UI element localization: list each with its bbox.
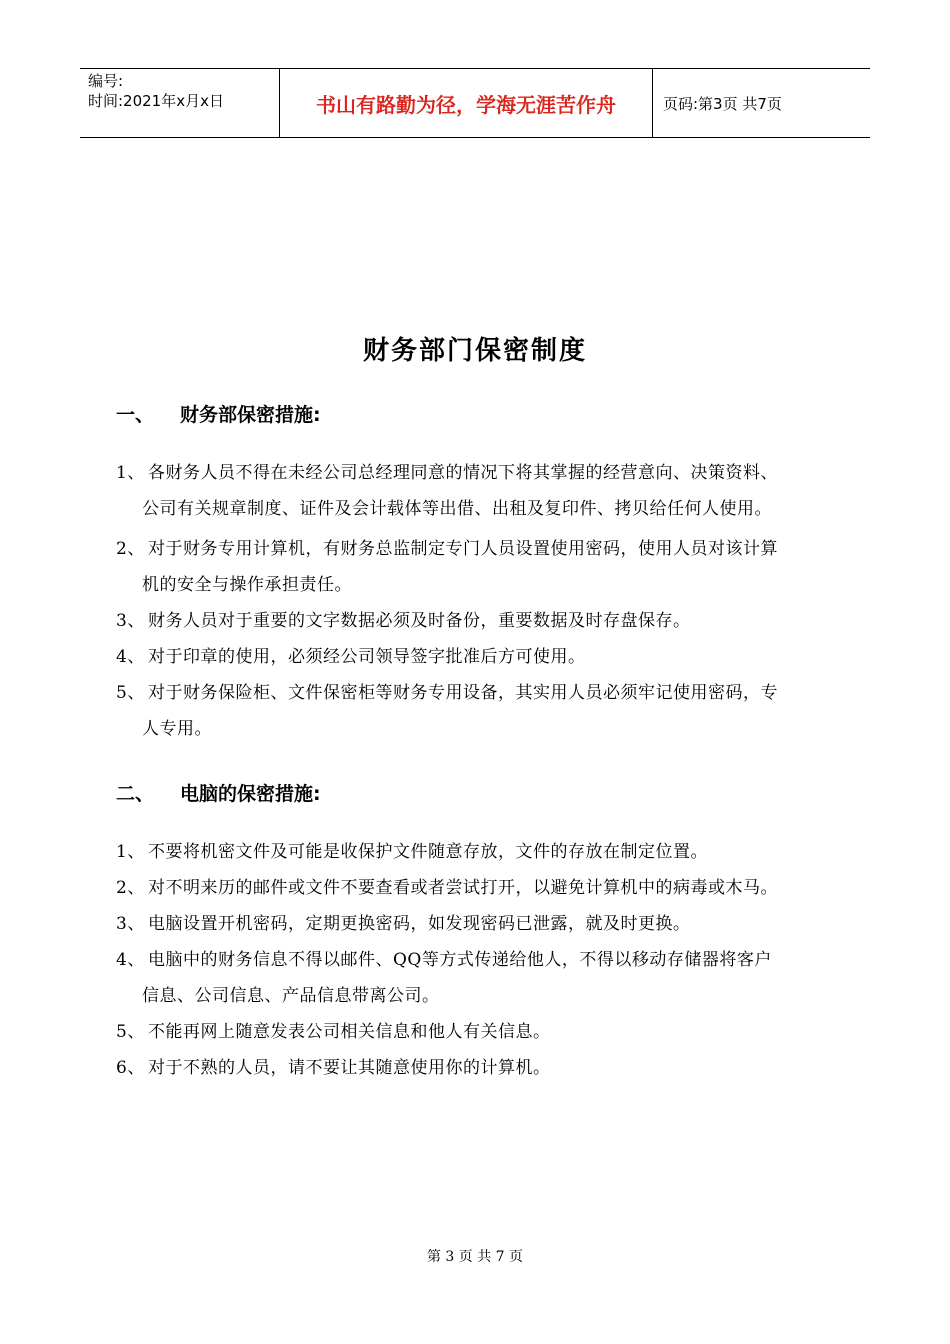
- item-number: 4、: [116, 950, 145, 970]
- item-text: 对不明来历的邮件或文件不要查看或者尝试打开，以避免计算机中的病毒或木马。: [148, 878, 778, 898]
- item-text-continued: 人专用。: [142, 719, 212, 739]
- list-item: [116, 942, 846, 1014]
- item-text: 财务人员对于重要的文字数据必须及时备份，重要数据及时存盘保存。: [148, 611, 691, 631]
- header-motto-cell: [280, 69, 653, 137]
- list-item: [116, 675, 846, 747]
- item-number: 6、: [116, 1058, 145, 1078]
- item-number: 5、: [116, 683, 145, 703]
- list-item: [116, 906, 846, 942]
- header-meta-cell: [80, 69, 280, 137]
- list-item: [116, 870, 846, 906]
- list-item: [116, 1014, 846, 1050]
- item-number: 1、: [116, 842, 145, 862]
- document-title: 财务部门保密制度: [362, 336, 587, 366]
- list-item: [116, 603, 846, 639]
- list-item: [116, 531, 846, 603]
- item-text: 各财务人员不得在未经公司总经理同意的情况下将其掌握的经营意向、决策资料、: [148, 463, 778, 483]
- item-text: 对于不熟的人员，请不要让其随意使用你的计算机。: [148, 1058, 551, 1078]
- motto-text: 书山有路勤为径，学海无涯苦作舟: [316, 92, 616, 117]
- item-text: 不要将机密文件及可能是收保护文件随意存放，文件的存放在制定位置。: [148, 842, 708, 862]
- item-number: 2、: [116, 878, 145, 898]
- item-text-continued: 信息、公司信息、产品信息带离公司。: [142, 986, 440, 1006]
- section-title: 财务部保密措施:: [180, 404, 321, 426]
- list-item: [116, 639, 846, 675]
- section-number: 一、: [116, 404, 155, 426]
- header-page-cell: [653, 69, 870, 137]
- item-number: 4、: [116, 647, 145, 667]
- item-text: 电脑中的财务信息不得以邮件、QQ等方式传递给他人，不得以移动存储器将客户: [148, 950, 772, 970]
- item-text: 对于财务保险柜、文件保密柜等财务专用设备，其实用人员必须牢记使用密码，专: [148, 683, 778, 703]
- time-label: 时间:2021年x月x日: [88, 92, 224, 110]
- page-footer: 第 3 页 共 7 页: [426, 1249, 524, 1265]
- list-item: [116, 455, 846, 527]
- item-text-continued: 机的安全与操作承担责任。: [142, 575, 352, 595]
- item-number: 3、: [116, 611, 145, 631]
- item-number: 5、: [116, 1022, 145, 1042]
- item-number: 1、: [116, 463, 145, 483]
- page-header: [80, 68, 870, 138]
- section-number: 二、: [116, 783, 155, 805]
- list-item: [116, 834, 846, 870]
- section-heading-2: [116, 779, 321, 806]
- section-heading-1: [116, 400, 321, 427]
- item-text: 对于财务专用计算机，有财务总监制定专门人员设置使用密码，使用人员对该计算: [148, 539, 778, 559]
- item-text-continued: 公司有关规章制度、证件及会计载体等出借、出租及复印件、拷贝给任何人使用。: [142, 499, 772, 519]
- item-number: 2、: [116, 539, 145, 559]
- item-text: 对于印章的使用，必须经公司领导签字批准后方可使用。: [148, 647, 586, 667]
- page-code: 页码:第3页 共7页: [663, 94, 782, 113]
- item-number: 3、: [116, 914, 145, 934]
- section-title: 电脑的保密措施:: [180, 783, 321, 805]
- item-text: 不能再网上随意发表公司相关信息和他人有关信息。: [148, 1022, 551, 1042]
- list-item: [116, 1050, 846, 1086]
- item-text: 电脑设置开机密码，定期更换密码，如发现密码已泄露，就及时更换。: [148, 914, 691, 934]
- number-label: 编号:: [88, 72, 124, 90]
